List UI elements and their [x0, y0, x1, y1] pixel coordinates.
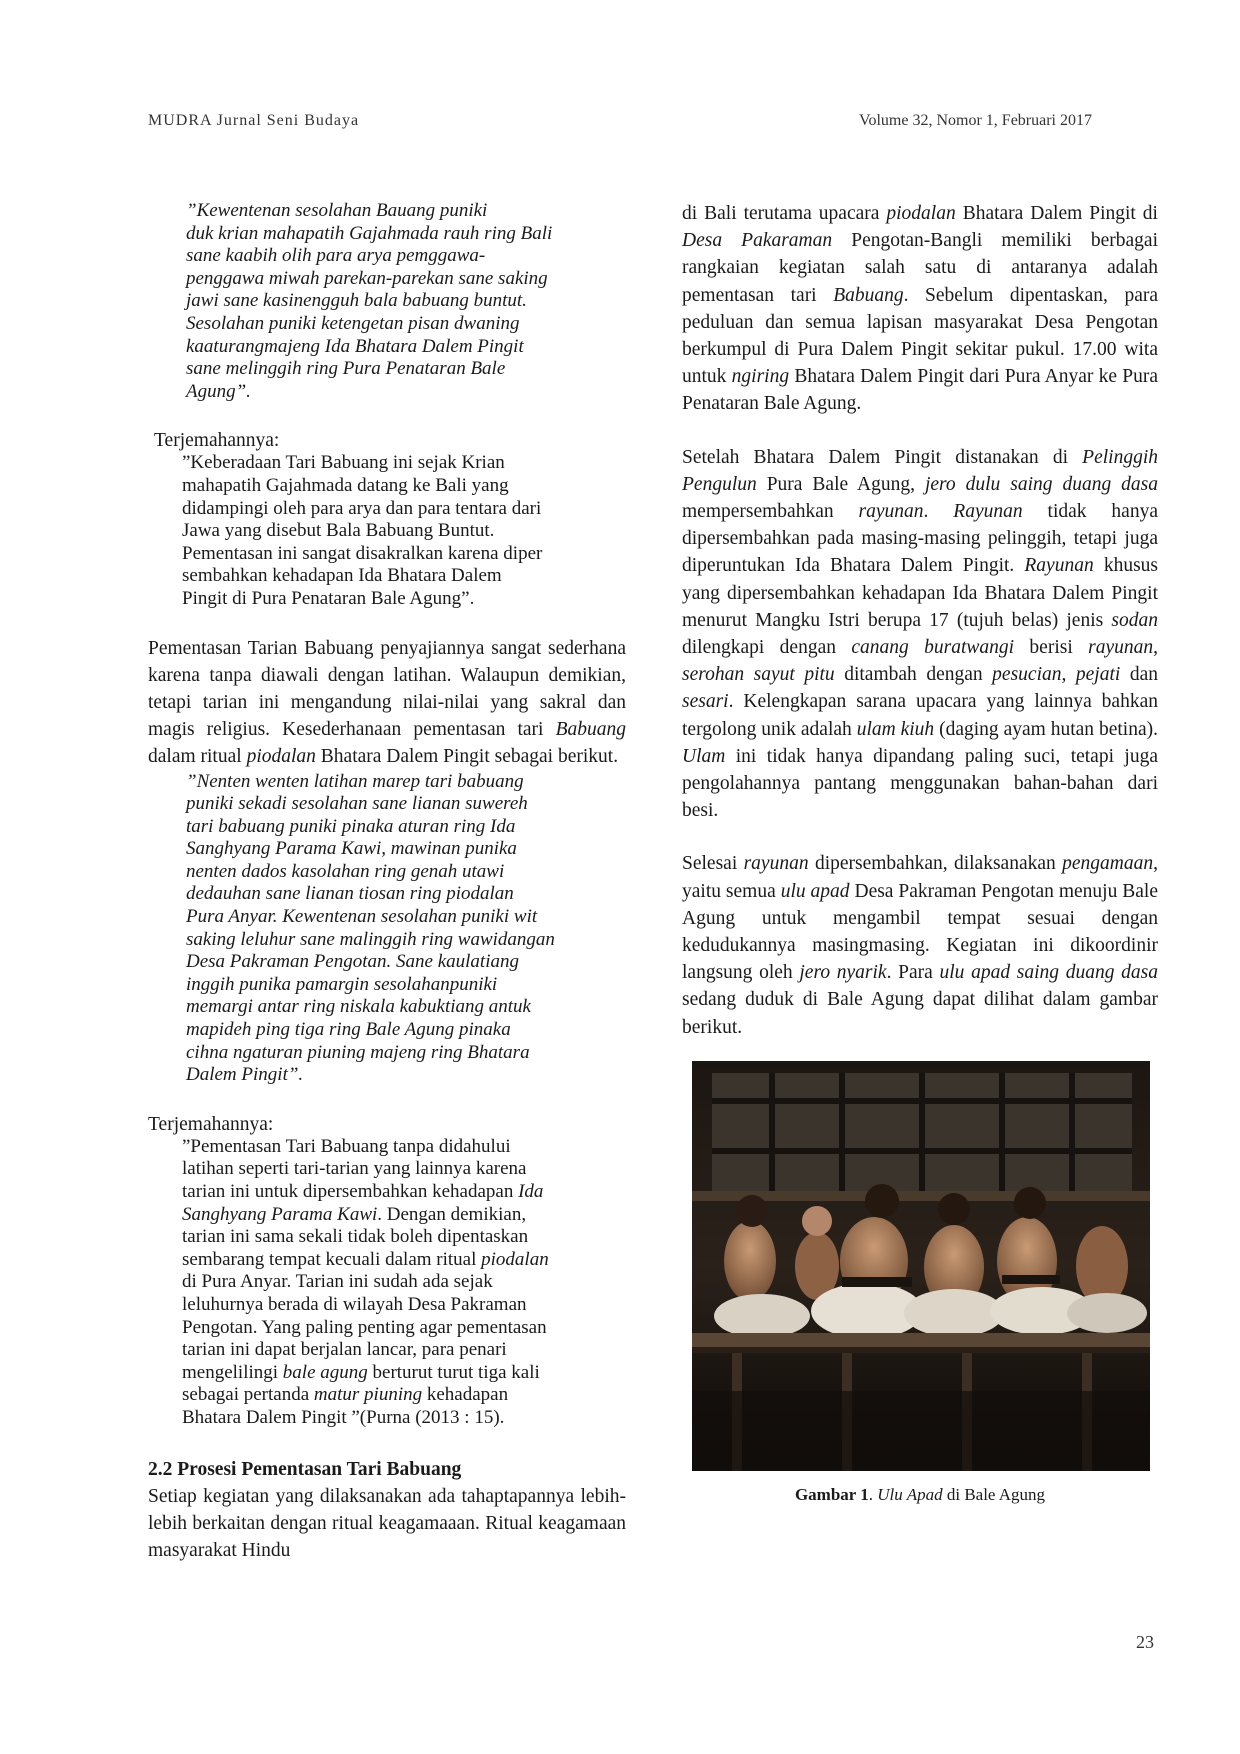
translation-label: Terjemahannya: — [148, 1113, 274, 1135]
photo-ulu-apad-illustration — [692, 1061, 1150, 1471]
quote-line: sane kaabih olih para arya pemggawa- — [186, 245, 486, 267]
quote-line: Sesolahan puniki ketengetan pisan dwaning — [186, 312, 520, 334]
issue-info: Volume 32, Nomor 1, Februari 2017 — [858, 112, 1092, 129]
quote-line: jawi sane kasinengguh bala babuang buntut. — [186, 290, 527, 312]
quote-line: duk krian mahapatih Gajahmada rauh ring Bali — [186, 222, 553, 244]
figure-caption: Gambar 1. Ulu Apad di Bale Agung — [794, 1484, 1046, 1504]
quote-line: mapideh ping tiga ring Bale Agung pinaka — [186, 1019, 511, 1041]
translation-line: mahapatih Gajahmada datang ke Bali yang — [182, 474, 509, 496]
quote-line: Agung”. — [186, 380, 251, 402]
body-paragraph: Pementasan Tarian Babuang penyajiannya sangat sederhana karena tanpa diawali dengan latihan. Walaupun demikian, tetapi tarian ini mengandung nilai-nilai yang sakral dan magis religius. Kesederhanaan pementasan tari Babuang dalam ritual piodalan Bhatara Dalem Pingit sebagai berikut. — [148, 637, 626, 768]
quote-line: ”Nenten wenten latihan marep tari babuang — [186, 770, 524, 792]
quote-line: ”Kewentenan sesolahan Bauang puniki — [186, 200, 488, 221]
translation-line: tarian ini dapat berjalan lancar, para penari — [182, 1339, 507, 1361]
translation-line: didampingi oleh para arya dan para tentara dari — [182, 497, 542, 519]
body-paragraph: Setiap kegiatan yang dilaksanakan ada tahaptapannya lebih-lebih berkaitan dengan ritual keagamaaan. Ritual keagamaan masyarakat Hindu — [148, 1485, 626, 1561]
translation-line: tarian ini sama sekali tidak boleh dipentaskan — [182, 1226, 529, 1248]
right-column — [682, 200, 1158, 1505]
quote-line: puniki sekadi sesolahan sane lianan suwereh — [186, 793, 528, 815]
page-number: 23 — [1136, 1632, 1154, 1652]
translation-line: sembahkan kehadapan Ida Bhatara Dalem — [182, 565, 502, 587]
quote-line: Desa Pakraman Pengotan. Sane kaulatiang — [186, 951, 519, 973]
translation-line: latihan seperti tari-tarian yang lainnya karena — [182, 1158, 527, 1180]
quote-line: penggawa miwah parekan-parekan sane saking — [186, 267, 548, 289]
quote-line: tari babuang puniki pinaka aturan ring Ida — [186, 815, 516, 837]
quote-line: Sanghyang Parama Kawi, mawinan punika — [186, 838, 517, 860]
quote-line: nenten dados kasolahan ring genah utawi — [186, 860, 505, 882]
journal-name: MUDRA Jurnal Seni Budaya — [148, 112, 360, 129]
quote-line: sane melinggih ring Pura Penataran Bale — [186, 358, 506, 380]
quote-line: kaaturangmajeng Ida Bhatara Dalem Pingit — [186, 335, 524, 357]
body-paragraph: Setelah Bhatara Dalem Pingit distanakan di Pelinggih Pengulun Pura Bale Agung, jero dulu saing duang dasa mempersembahkan rayunan. Rayunan tidak hanya dipersembahkan pada masing-masing pelinggih, tetapi juga diperuntukan Ida Bhatara Dalem Pingit. Rayunan khusus yang dipersembahkan kehadapan Ida Bhatara Dalem Pingit menurut Mangku Istri berupa 17 (tujuh belas) jenis sodan dilengkapi dengan canang buratwangi berisi rayunan, serohan sayut pitu ditambah dengan pesucian, pejati dan sesari. Kelengkapan sarana upacara yang lainnya bahkan tergolong unik adalah ulam kiuh (daging ayam hutan betina). Ulam ini tidak hanya dipandang paling suci, tetapi juga pengolahannya pantang menggunakan bahan-bahan dari besi. — [682, 446, 1159, 822]
quote-balinese-2 — [186, 771, 626, 1087]
translation-line: ”Keberadaan Tari Babuang ini sejak Krian — [182, 452, 505, 474]
translation-line: Pengotan. Yang paling penting agar pementasan — [182, 1316, 547, 1338]
body-paragraph: di Bali terutama upacara piodalan Bhatara Dalem Pingit di Desa Pakaraman Pengotan-Bangli memiliki berbagai rangkaian kegiatan salah satu di antaranya adalah pementasan tari Babuang. Sebelum dipentaskan, para peduluan dan semua lapisan masyarakat Desa Pengotan berkumpul di Pura Dalem Pingit sekitar pukul. 17.00 wita untuk ngiring Bhatara Dalem Pingit dari Pura Anyar ke Pura Penataran Bale Agung. — [682, 203, 1159, 415]
translation-line: Pementasan ini sangat disakralkan karena diper — [182, 542, 543, 564]
quote-line: Pura Anyar. Kewentenan sesolahan puniki wit — [186, 906, 538, 928]
left-column — [148, 200, 626, 1564]
translation-line: di Pura Anyar. Tarian ini sudah ada sejak — [182, 1271, 493, 1293]
figure-photo — [692, 1061, 1150, 1471]
translation-line: Jawa yang disebut Bala Babuang Buntut. — [182, 520, 495, 542]
translation-line: sebagai pertanda matur piuning kehadapan — [182, 1384, 509, 1406]
quote-line: dedauhan sane lianan tiosan ring piodalan — [186, 883, 514, 905]
translation-line: leluhurnya berada di wilayah Desa Pakraman — [182, 1293, 527, 1315]
body-paragraph: Selesai rayunan dipersembahkan, dilaksanakan pengamaan, yaitu semua ulu apad Desa Pakraman Pengotan menuju Bale Agung untuk mengambil tempat sesuai dengan kedudukannya masingmasing. Kegiatan ini dikoordinir langsung oleh jero nyarik. Para ulu apad saing duang dasa sedang duduk di Bale Agung dapat dilihat dalam gambar berikut. — [682, 853, 1159, 1038]
translation-line: ”Pementasan Tari Babuang tanpa didahului — [182, 1135, 511, 1157]
quote-line: saking leluhur sane malinggih ring wawidangan — [186, 928, 555, 950]
translation-1 — [182, 452, 626, 610]
translation-line: Sanghyang Parama Kawi. Dengan demikian, — [182, 1203, 527, 1225]
quote-line: inggih punika pamargin sesolahanpuniki — [186, 973, 498, 995]
translation-line: Bhatara Dalem Pingit ”(Purna (2013 : 15). — [182, 1406, 505, 1428]
translation-line: sembarang tempat kecuali dalam ritual piodalan — [182, 1248, 549, 1270]
translation-line: mengelilingi bale agung berturut turut tiga kali — [182, 1361, 540, 1383]
translation-line: tarian ini untuk dipersembahkan kehadapan Ida — [182, 1181, 544, 1203]
section-heading: 2.2 Prosesi Pementasan Tari Babuang — [148, 1458, 462, 1480]
quote-line: memargi antar ring niskala kabuktiang antuk — [186, 996, 531, 1018]
quote-line: cihna ngaturan piuning majeng ring Bhatara — [186, 1041, 530, 1063]
translation-2 — [182, 1136, 626, 1430]
quote-line: Dalem Pingit”. — [186, 1064, 304, 1086]
quote-balinese-1 — [186, 200, 626, 403]
translation-label: Terjemahannya: — [154, 430, 280, 452]
translation-line: Pingit di Pura Penataran Bale Agung”. — [182, 587, 475, 609]
